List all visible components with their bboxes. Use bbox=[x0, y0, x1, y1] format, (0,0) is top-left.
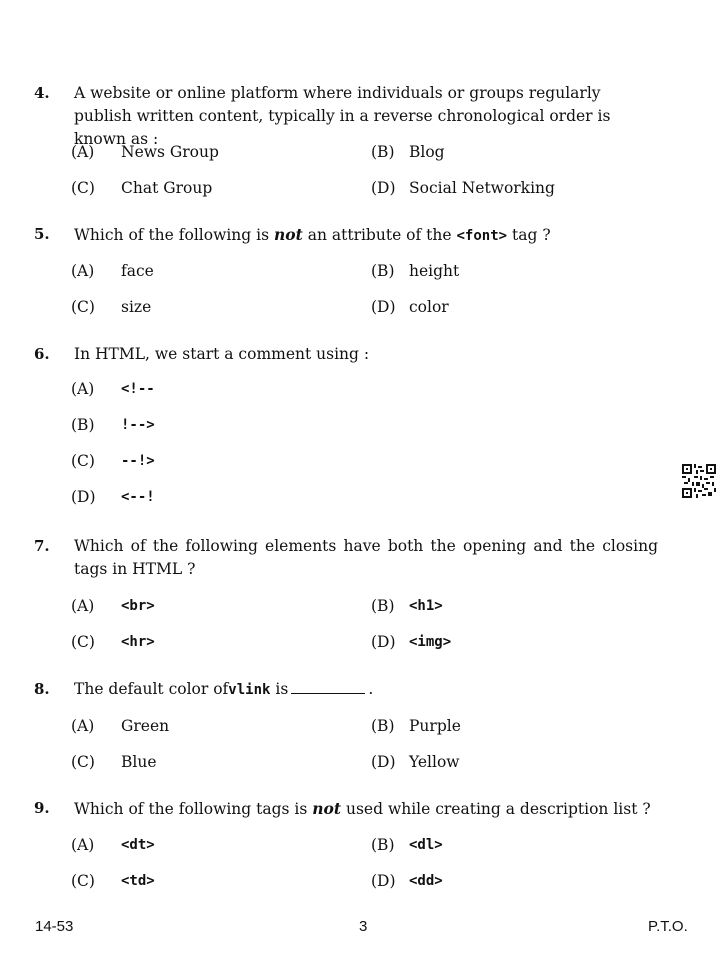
option-text: Yellow bbox=[409, 753, 460, 771]
option-label: (C) bbox=[71, 753, 95, 771]
question-text bbox=[74, 678, 658, 702]
option-label: (B) bbox=[371, 143, 395, 161]
option-label: (C) bbox=[71, 298, 95, 316]
paper-code: 14-53 bbox=[35, 918, 74, 935]
option-text: Blog bbox=[409, 143, 445, 161]
option-label: (A) bbox=[71, 143, 95, 161]
option-text: size bbox=[121, 298, 152, 316]
option-text: !--> bbox=[121, 417, 155, 433]
option-label: (B) bbox=[371, 717, 395, 735]
question-text bbox=[74, 797, 658, 821]
option-text: Green bbox=[121, 717, 170, 735]
option-label: (A) bbox=[71, 836, 95, 854]
question-number: 5. bbox=[34, 225, 50, 243]
question-text bbox=[74, 223, 658, 248]
option-text: News Group bbox=[121, 143, 219, 161]
option-label: (D) bbox=[371, 753, 396, 771]
question-text-part: . bbox=[368, 680, 374, 698]
question-number: 4. bbox=[34, 84, 50, 102]
question-text-part: an attribute of the bbox=[307, 226, 452, 244]
question-text: Which of the following elements have both the opening and the closing tags in HTML ? bbox=[74, 537, 658, 578]
option-label: (D) bbox=[371, 179, 396, 197]
option-text: <dl> bbox=[409, 837, 443, 853]
option-label: (C) bbox=[71, 452, 95, 470]
option-label: (D) bbox=[371, 872, 396, 890]
question-text-part: Which of the following is bbox=[74, 226, 270, 244]
question-number: 9. bbox=[34, 799, 50, 817]
option-label: (C) bbox=[71, 633, 95, 651]
option-text: Social Networking bbox=[409, 179, 555, 197]
question-number: 6. bbox=[34, 345, 50, 363]
option-text: <dd> bbox=[409, 873, 443, 889]
question-text: A website or online platform where individuals or groups regularly publish written content, typically in a reverse chronological order is known as : bbox=[74, 84, 611, 148]
option-label: (A) bbox=[71, 380, 95, 398]
option-text: <td> bbox=[121, 873, 155, 889]
option-text: Blue bbox=[121, 753, 157, 771]
option-label: (D) bbox=[71, 488, 96, 506]
option-text: Purple bbox=[409, 717, 461, 735]
emphasis-not: not bbox=[274, 225, 303, 244]
option-text: <br> bbox=[121, 598, 155, 614]
option-text: <img> bbox=[409, 634, 452, 650]
option-text: color bbox=[409, 298, 449, 316]
question-text-part: tag ? bbox=[512, 226, 551, 244]
option-label: (D) bbox=[371, 298, 396, 316]
code-vlink: vlink bbox=[228, 682, 271, 698]
option-text: <!-- bbox=[121, 381, 155, 397]
page-number: 3 bbox=[359, 918, 368, 935]
option-label: (C) bbox=[71, 179, 95, 197]
question-number: 8. bbox=[34, 680, 50, 698]
option-text: --!> bbox=[121, 453, 155, 469]
question-text-part: Which of the following tags is bbox=[74, 800, 308, 818]
option-text: <hr> bbox=[121, 634, 155, 650]
option-label: (B) bbox=[371, 836, 395, 854]
option-text: face bbox=[121, 262, 154, 280]
pto-label: P.T.O. bbox=[648, 918, 688, 935]
option-label: (D) bbox=[371, 633, 396, 651]
option-label: (B) bbox=[371, 262, 395, 280]
option-label: (C) bbox=[71, 872, 95, 890]
option-text: Chat Group bbox=[121, 179, 213, 197]
option-text: height bbox=[409, 262, 460, 280]
option-label: (A) bbox=[71, 597, 95, 615]
question-text-part: is bbox=[275, 680, 289, 698]
qr-code-icon bbox=[682, 464, 716, 498]
question-text-part: The default color of bbox=[74, 680, 229, 698]
code-font-tag: <font> bbox=[456, 228, 508, 244]
option-text: <h1> bbox=[409, 598, 443, 614]
option-label: (A) bbox=[71, 262, 95, 280]
question-number: 7. bbox=[34, 537, 50, 555]
option-text: <dt> bbox=[121, 837, 155, 853]
option-label: (A) bbox=[71, 717, 95, 735]
answer-blank bbox=[291, 679, 365, 694]
question-text: In HTML, we start a comment using : bbox=[74, 345, 370, 363]
option-text: <--! bbox=[121, 489, 155, 505]
question-text-part: used while creating a description list ? bbox=[345, 800, 651, 818]
option-label: (B) bbox=[71, 416, 95, 434]
emphasis-not: not bbox=[312, 799, 342, 818]
option-label: (B) bbox=[371, 597, 395, 615]
